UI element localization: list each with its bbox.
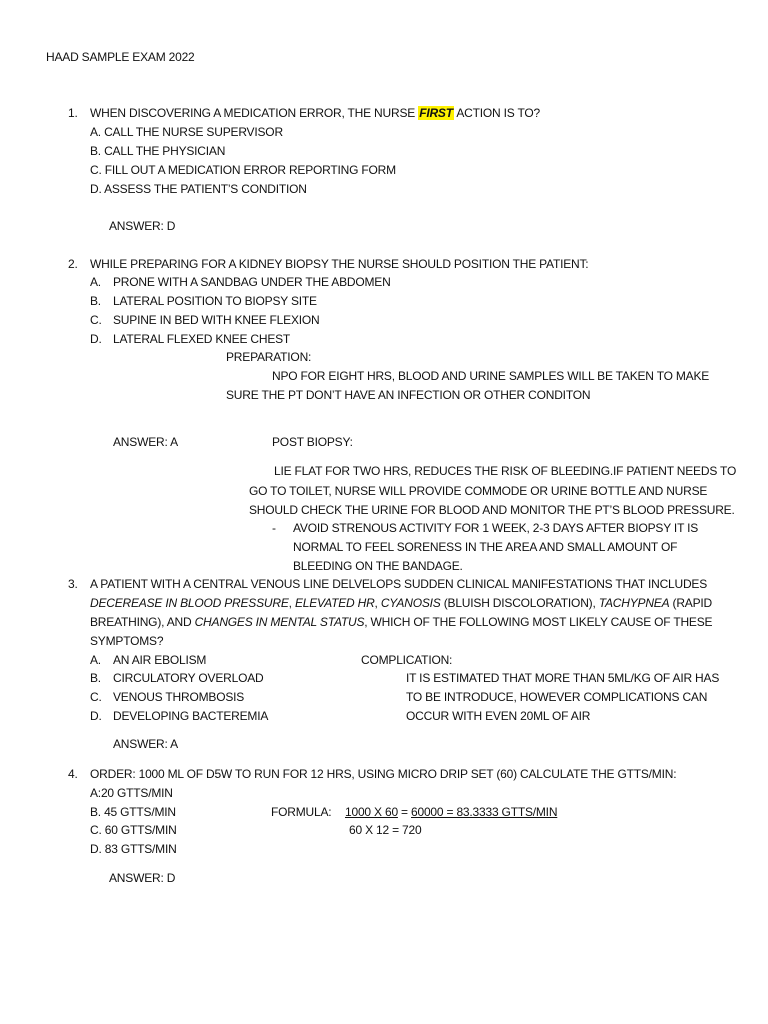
q3-complication-heading: COMPLICATION: <box>361 653 453 667</box>
q3-symptom-tachypnea: TACHYPNEA <box>598 596 670 610</box>
q4-option-c: C. 60 GTTS/MIN <box>90 823 177 837</box>
q2-option-b: LATERAL POSITION TO BIOPSY SITE <box>113 294 317 308</box>
q3-option-b: CIRCULATORY OVERLOAD <box>113 671 264 685</box>
q2-preparation-line-2: SURE THE PT DON’T HAVE AN INFECTION OR OTHER CONDITON <box>226 388 591 402</box>
q3-tachypnea-note: (RAPID <box>669 596 713 610</box>
q3-option-d: DEVELOPING BACTEREMIA <box>113 709 269 723</box>
q2-bullet-line-1: AVOID STRENOUS ACTIVITY FOR 1 WEEK, 2-3 DAYS AFTER BIOPSY IT IS <box>293 521 699 535</box>
q3-symptom-bp: DECEREASE IN BLOOD PRESSURE <box>90 596 289 610</box>
q4-formula-denominator: 60 X 12 = 720 <box>349 823 422 837</box>
q2-bullet-marker: - <box>272 521 276 535</box>
q3-option-b-letter: B. <box>90 671 101 685</box>
q1-option-d: D. ASSESS THE PATIENT’S CONDITION <box>90 182 307 196</box>
q3-option-c-letter: C. <box>90 690 102 704</box>
q1-answer: ANSWER: D <box>109 219 176 233</box>
q4-formula-numerator <box>345 805 557 819</box>
q2-post-biopsy-line-3: SHOULD CHECK THE URINE FOR BLOOD AND MONITOR THE PT’S BLOOD PRESSURE. <box>249 503 735 517</box>
q3-number: 3. <box>68 577 78 591</box>
q4-stem: ORDER: 1000 ML OF D5W TO RUN FOR 12 HRS, USING MICRO DRIP SET (60) CALCULATE THE GTTS/MIN: <box>90 767 677 781</box>
q2-post-biopsy-line-1: LIE FLAT FOR TWO HRS, REDUCES THE RISK OF BLEEDING.IF PATIENT NEEDS TO <box>274 464 737 478</box>
q3-symptom-hr: ELEVATED HR <box>294 596 375 610</box>
q1-option-c: C. FILL OUT A MEDICATION ERROR REPORTING FORM <box>90 163 396 177</box>
q1-stem-post: ACTION IS TO? <box>453 106 540 120</box>
q3-symptom-mental: CHANGES IN MENTAL STATUS <box>194 615 365 629</box>
q3-complication-line-2: TO BE INTRODUCE, HOWEVER COMPLICATIONS CAN <box>406 690 708 704</box>
q2-option-c: SUPINE IN BED WITH KNEE FLEXION <box>113 313 320 327</box>
q2-option-d-letter: D. <box>90 332 102 346</box>
q4-formula-term: 1000 X 60 <box>345 805 398 819</box>
q3-stem-line-3-post: , WHICH OF THE FOLLOWING MOST LIKELY CAUSE OF THESE <box>364 615 713 629</box>
q3-stem-line-3 <box>90 615 712 629</box>
q2-answer: ANSWER: A <box>113 435 178 449</box>
q3-sep-1: , <box>288 596 295 610</box>
q1-stem-pre: WHEN DISCOVERING A MEDICATION ERROR, THE NURSE <box>90 106 419 120</box>
q2-option-a-letter: A. <box>90 275 101 289</box>
q3-stem-line-2 <box>90 596 712 610</box>
q1-stem-emphasis: FIRST <box>419 106 453 120</box>
q4-option-d: D. 83 GTTS/MIN <box>90 842 177 856</box>
q3-answer: ANSWER: A <box>113 737 178 751</box>
q2-post-biopsy-line-2: GO TO TOILET, NURSE WILL PROVIDE COMMODE OR URINE BOTTLE AND NURSE <box>249 484 708 498</box>
q3-cyanosis-note: (BLUISH DISCOLORATION), <box>440 596 599 610</box>
q2-number: 2. <box>68 257 78 271</box>
q3-stem-line-1: A PATIENT WITH A CENTRAL VENOUS LINE DELVELOPS SUDDEN CLINICAL MANIFESTATIONS THAT INCLUDES <box>90 577 708 591</box>
q2-stem: WHILE PREPARING FOR A KIDNEY BIOPSY THE NURSE SHOULD POSITION THE PATIENT: <box>90 257 589 271</box>
q4-answer: ANSWER: D <box>109 871 176 885</box>
q3-complication-line-1: IT IS ESTIMATED THAT MORE THAN 5ML/KG OF AIR HAS <box>406 671 720 685</box>
q3-sep-2: , <box>374 596 381 610</box>
q4-formula-label: FORMULA: <box>271 805 332 819</box>
q1-stem <box>90 106 540 120</box>
q2-option-d: LATERAL FLEXED KNEE CHEST <box>113 332 291 346</box>
q2-preparation-heading: PREPARATION: <box>226 350 312 364</box>
q3-option-a-letter: A. <box>90 653 101 667</box>
q3-stem-line-3-pre: BREATHING), AND <box>90 615 195 629</box>
q2-preparation-line-1: NPO FOR EIGHT HRS, BLOOD AND URINE SAMPLES WILL BE TAKEN TO MAKE <box>272 369 710 383</box>
q3-option-a: AN AIR EBOLISM <box>113 653 207 667</box>
q2-bullet-line-2: NORMAL TO FEEL SORENESS IN THE AREA AND SMALL AMOUNT OF <box>293 540 678 554</box>
doc-title: HAAD SAMPLE EXAM 2022 <box>46 50 195 64</box>
q2-option-b-letter: B. <box>90 294 101 308</box>
q3-symptom-cyanosis: CYANOSIS <box>380 596 441 610</box>
q3-complication-line-3: OCCUR WITH EVEN 20ML OF AIR <box>406 709 591 723</box>
q2-bullet-line-3: BLEEDING ON THE BANDAGE. <box>293 559 463 573</box>
q4-option-b: B. 45 GTTS/MIN <box>90 805 176 819</box>
q4-number: 4. <box>68 767 78 781</box>
q4-formula-result: 60000 = 83.3333 GTTS/MIN <box>411 805 558 819</box>
q1-number: 1. <box>68 106 78 120</box>
q2-option-c-letter: C. <box>90 313 102 327</box>
q4-option-a: A:20 GTTS/MIN <box>90 786 173 800</box>
q4-formula-equals: = <box>397 805 411 819</box>
q2-option-a: PRONE WITH A SANDBAG UNDER THE ABDOMEN <box>113 275 391 289</box>
q1-option-a: A. CALL THE NURSE SUPERVISOR <box>90 125 283 139</box>
q1-option-b: B. CALL THE PHYSICIAN <box>90 144 226 158</box>
q2-post-biopsy-heading: POST BIOPSY: <box>272 435 353 449</box>
q3-option-c: VENOUS THROMBOSIS <box>113 690 245 704</box>
q3-option-d-letter: D. <box>90 709 102 723</box>
q3-stem-line-4: SYMPTOMS? <box>90 634 164 648</box>
